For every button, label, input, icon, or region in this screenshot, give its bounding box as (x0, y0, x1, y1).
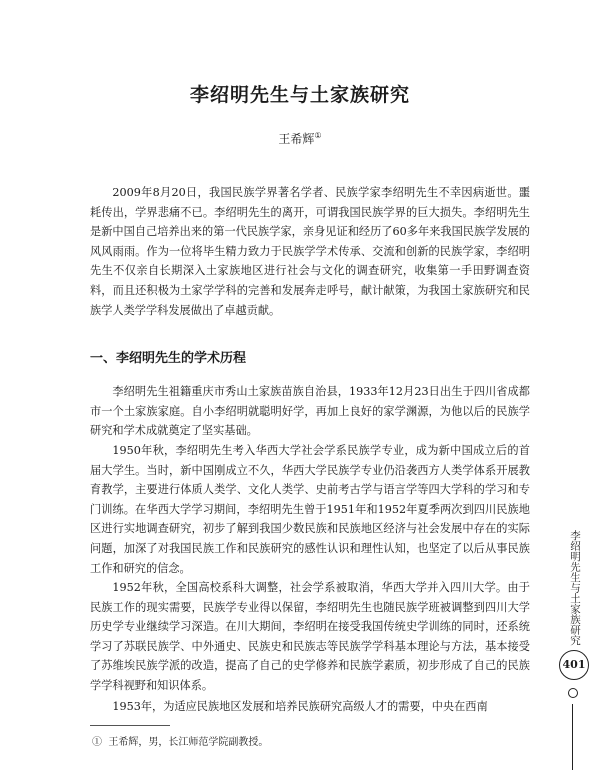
body-paragraph: 1950年秋，李绍明先生考入华西大学社会学系民族学专业，成为新中国成立后的首届大学生。当时，新中国刚成立不久，华西大学民族学专业仍沿袭西方人类学体系开展教育教学，主要进行体质人类学、文化人类学、史前考古学与语言学等四大学科的学习和专门训练。在华西大学学习期间，李绍明先生曾于1951年和1952年夏季两次到四川民族地区进行实地调查研究，初步了解到我国少数民族和民族地区经济与社会发展中存在的实际问题，加深了对我国民族工作和民族研究的感性认识和理性认知，也坚定了以后从事民族工作和研究的信念。 (90, 444, 530, 575)
article-title: 李绍明先生与土家族研究 (189, 84, 410, 106)
footnote-divider (90, 725, 170, 726)
footnote (92, 733, 268, 748)
intro-paragraph: 2009年8月20日，我国民族学界著名学者、民族学家李绍明先生不幸因病逝世。噩耗传出，学界悲痛不已。李绍明先生的离开，可谓我国民族学界的巨大损失。李绍明先生是新中国自己培养出来的第一代民族学家，亲身见证和经历了60多年来我国民族学发展的风风雨雨。作为一位将毕生精力致力于民族学学术传承、交流和创新的民族学家，李绍明先生不仅亲自长期深入土家族地区进行社会与文化的调查研究，收集第一手田野调查资料，而且还积极为土家学学科的完善和发展奔走呼号，献计献策，为我国土家族研究和民族学人类学学科发展做出了卓越贡献。 (90, 186, 530, 317)
article-author (0, 130, 600, 147)
author-footnote-mark[interactable]: ① (314, 131, 322, 140)
side-rule (572, 704, 573, 770)
running-title: 李绍明先生与土家族研究 (569, 530, 581, 646)
body-paragraph: 李绍明先生祖籍重庆市秀山土家族苗族自治县，1933年12月23日出生于四川省成都市一个土家族家庭。自小李绍明就聪明好学，再加上良好的家学渊源，为他以后的民族学研究和学术成就奠定了坚实基础。 (90, 385, 530, 438)
author-name: 王希辉 (278, 132, 315, 146)
footnote-text: 王希辉，男，长江师范学院副教授。 (108, 737, 269, 748)
footnote-mark: ① (92, 737, 102, 748)
body-paragraph: 1952年秋，全国高校系科大调整，社会学系被取消，华西大学并入四川大学。由于民族工作的现实需要，民族学专业得以保留，李绍明先生也随民族学班被调整到四川大学历史学专业继续学习深造。在川大期间，李绍明在接受我国传统史学训练的同时，还系统学习了苏联民族学、中外通史、民族史和民族志等民族学学科基本理论与方法，基本接受了苏维埃民族学派的改造，提高了自己的史学修养和民族学素质，初步形成了自己的民族学学科视野和知识体系。 (90, 581, 530, 692)
side-circle-icon (568, 688, 578, 698)
section-heading: 一、李绍明先生的学术历程 (90, 351, 247, 366)
body-paragraph: 1953年，为适应民族地区发展和培养民族研究高级人才的需要，中央在西南 (112, 700, 488, 713)
page-number-badge: 401 (559, 650, 589, 680)
